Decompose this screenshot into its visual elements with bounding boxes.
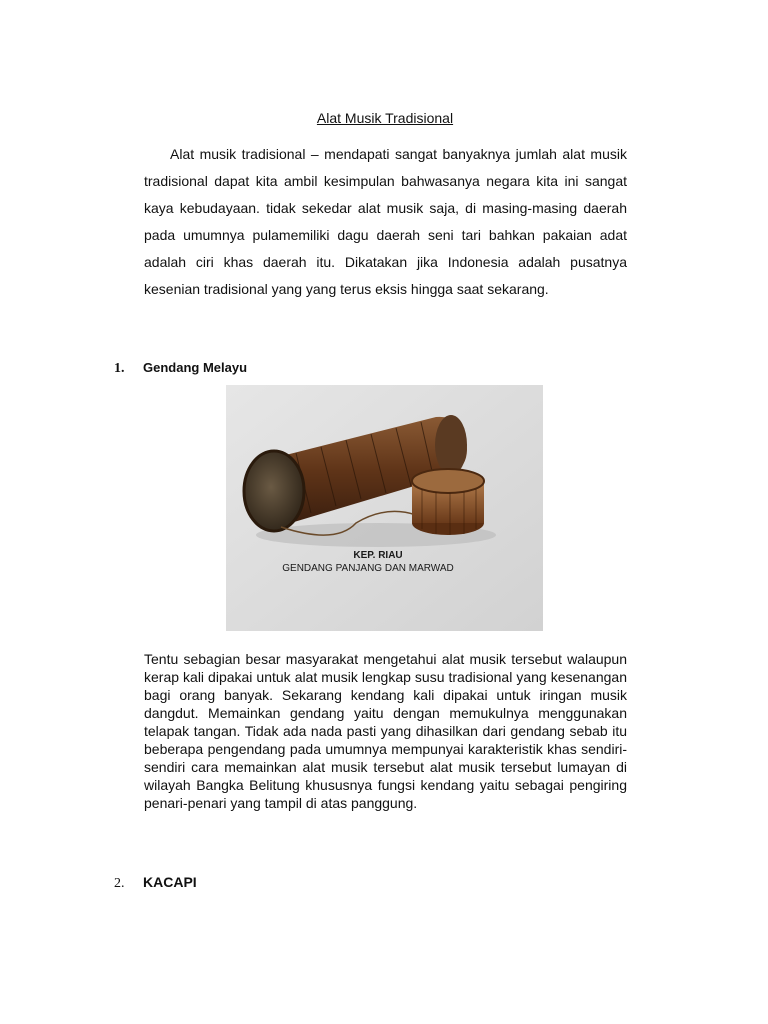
photo-caption-line-2: GENDANG PANJANG DAN MARWAD	[282, 563, 454, 574]
section-title-gendang-melayu: Gendang Melayu	[143, 360, 248, 375]
small-drum-top	[412, 469, 484, 493]
section-heading-1	[114, 360, 247, 377]
gendang-melayu-photo	[226, 385, 543, 631]
section-number-1: 1.	[114, 361, 125, 376]
long-drum-back-head	[435, 415, 467, 475]
section-number-2: 2.	[114, 876, 125, 891]
page-title: Alat Musik Tradisional	[316, 110, 454, 126]
section-title-kacapi: KACAPI	[143, 874, 197, 890]
section-heading-2	[114, 874, 197, 892]
photo-caption-line-1: KEP. RIAU	[353, 550, 403, 561]
long-drum-front-head	[244, 451, 304, 531]
intro-paragraph: Alat musik tradisional – mendapati sangat banyaknya jumlah alat musik tradisional dapat kita ambil kesimpulan bahwasanya negara kita ini sangat kaya kebudayaan. tidak sekedar alat musik saja, di masing-masing daerah pada umumnya pulamemiliki dagu daerah seni tari bahkan pakaian adat adalah ciri khas daerah itu. Dikatakan jika Indonesia adalah pusatnya kesenian tradisional yang yang terus eksis hingga saat sekarang.	[144, 146, 627, 297]
gendang-melayu-paragraph: Tentu sebagian besar masyarakat mengetahui alat musik tersebut walaupun kerap kali dipakai untuk alat musik lengkap susu tradisional yang kesenangan bagi orang banyak. Sekarang kendang kali dipakai untuk iringan musik dangdut. Memainkan gendang yaitu dengan memukulnya menggunakan telapak tangan. Tidak ada nada pasti yang dihasilkan dari gendang sebab itu beberapa pengendang pada umumnya mempunyai karakteristik khas sendiri-sendiri cara memainkan alat musik tersebut alat musik tersebut lumayan di wilayah Bangka Belitung khususnya fungsi kendang yaitu sebagai pengiring penari-penari yang tampil di atas panggung.	[144, 651, 627, 811]
